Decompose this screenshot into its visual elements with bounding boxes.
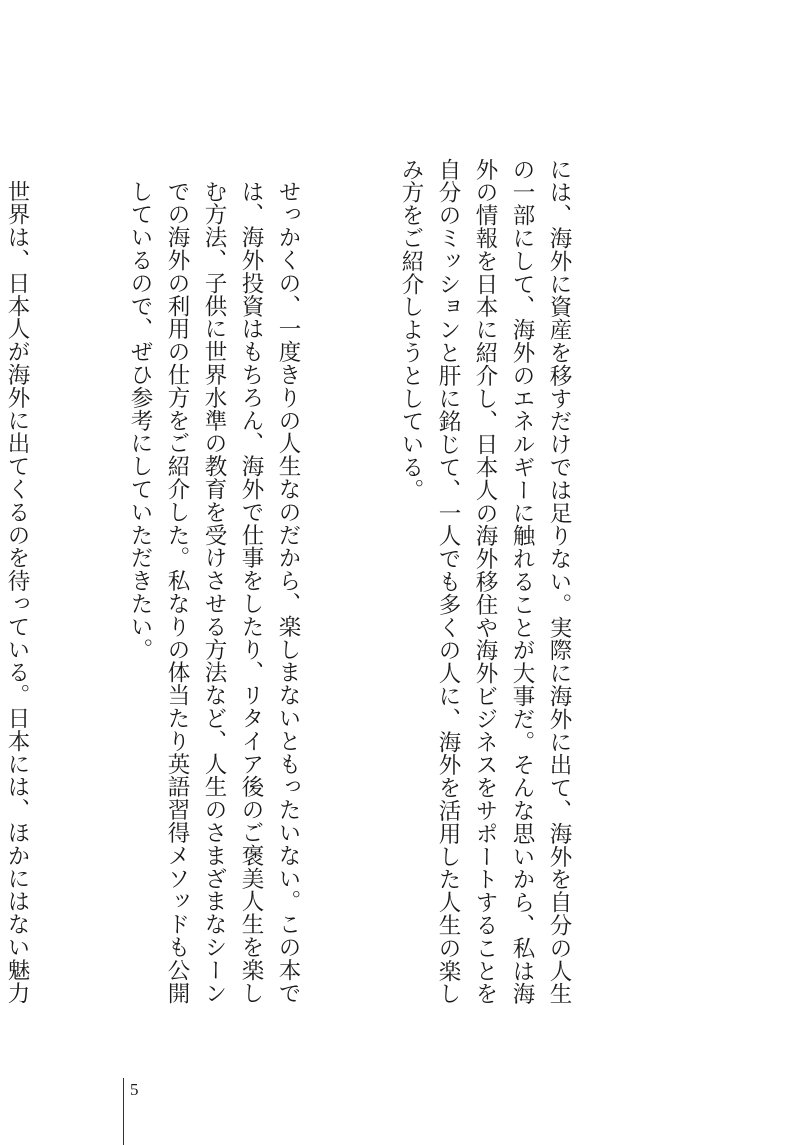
body-text	[0, 158, 651, 1018]
page-number-rule	[123, 1078, 124, 1145]
paragraph-3: 世界は、日本人が海外に出てくるのを待っている。日本には、ほかにはない魅力	[4, 180, 30, 1005]
page-number: 5	[130, 1080, 139, 1099]
paragraph-2: せっかくの、一度きりの人生なのだから、楽しまないともったいない。この本では、海外投資はもちろん、海外で仕事をしたり、リタイア後のご褒美人生を楽しむ方法、子供に世界水準の教育を受けさせる方法など、人生のさまざまなシーンでの海外の利用の仕方をご紹介した。私なりの体当たり英語習得メソッドも公開しているので、ぜひ参考にしていただきたい。	[127, 180, 301, 1005]
paragraph-1: には、海外に資産を移すだけでは足りない。実際に海外に出て、海外を自分の人生の一部にして、海外のエネルギーに触れることが大事だ。そんな思いから、私は海外の情報を日本に紹介し、日本人の海外移住や海外ビジネスをサポートすることを自分のミッションと肝に銘じて、一人でも多くの人に、海外を活用した人生の楽しみ方をご紹介しようとしている。	[398, 158, 572, 1006]
